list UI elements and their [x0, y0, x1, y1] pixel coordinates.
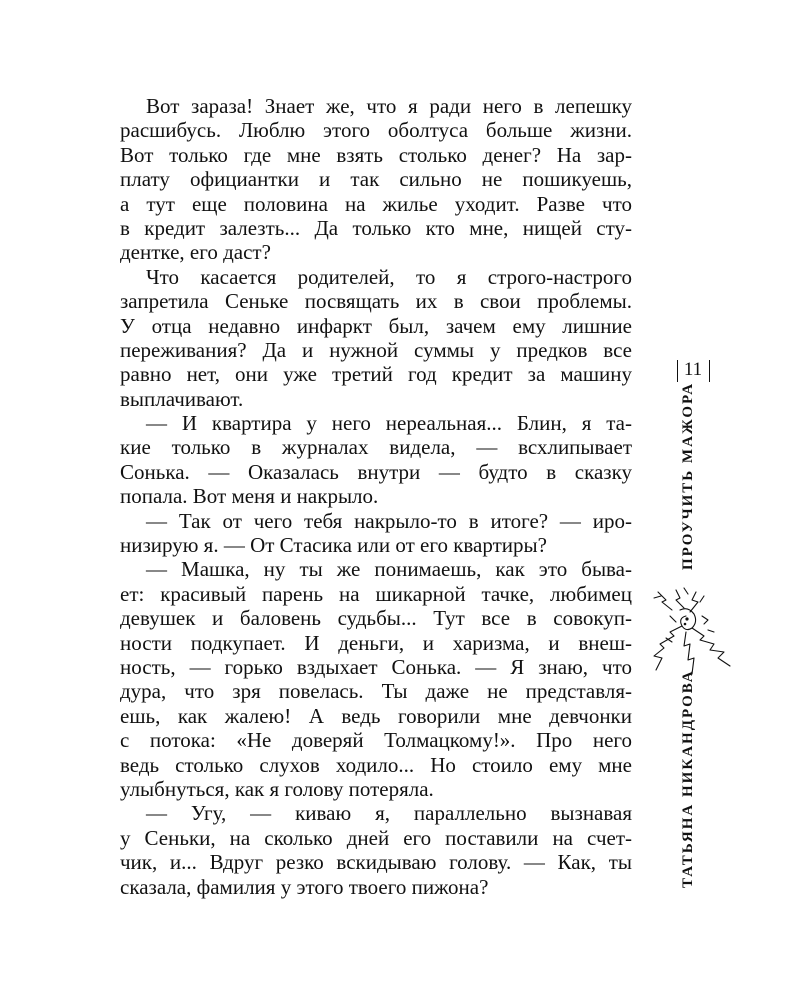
- text-line: равно нет, они уже третий год кредит за машину: [120, 362, 632, 387]
- text-line: — Машка, ну ты же понимаешь, как это быва-: [146, 557, 632, 582]
- paragraph-2: [120, 265, 632, 411]
- text-line: У отца недавно инфаркт был, зачем ему лишние: [120, 313, 632, 338]
- body-text: [120, 94, 632, 899]
- paragraph-3: [120, 411, 632, 509]
- text-line: ет: красивый парень на шикарной тачке, любимец: [120, 581, 632, 606]
- text-line: ности подкупает. И деньги, и харизма, и внеш-: [120, 630, 632, 655]
- text-line: у Сеньки, на сколько дней его поставили на счет-: [120, 825, 632, 850]
- page-number-right-rule: [709, 360, 710, 382]
- text-line: ность, — горько вздыхает Сонька. — Я знаю, что: [120, 654, 632, 679]
- text-line: ешь, как жалею! А ведь говорили мне девчонки: [120, 703, 632, 728]
- lightning-bolts-figure-icon: [652, 586, 732, 678]
- running-title: ПРОУЧИТЬ МАЖОРА: [680, 381, 696, 570]
- text-line: — И квартира у него нереальная... Блин, я та-: [146, 411, 632, 436]
- text-line: выплачивают.: [120, 386, 244, 411]
- text-line: дентке, его даст?: [120, 240, 271, 265]
- text-line: низирую я. — От Стасика или от его квартиры?: [120, 533, 547, 558]
- paragraph-1: [120, 94, 632, 265]
- text-line: плату официантки и так сильно не пошикуешь,: [120, 167, 632, 192]
- page-number: 11: [683, 359, 703, 380]
- text-line: чик, и... Вдруг резко вскидываю голову. — Как, ты: [120, 850, 632, 875]
- author-name: ТАТЬЯНА НИКАНДРОВА: [680, 669, 696, 888]
- text-line: переживания? Да и нужной суммы у предков все: [120, 337, 632, 362]
- text-line: Сонька. — Оказалась внутри — будто в сказку: [120, 459, 632, 484]
- paragraph-5: [120, 557, 632, 801]
- text-line: Вот только где мне взять столько денег? На зар-: [120, 142, 632, 167]
- text-line: сказала, фамилия у этого твоего пижона?: [120, 874, 489, 899]
- text-line: кие только в журналах видела, — всхлипывает: [120, 435, 632, 460]
- paragraph-4: [120, 509, 632, 558]
- text-line: попала. Вот меня и накрыло.: [120, 484, 379, 509]
- text-line: а тут еще половина на жилье уходит. Разве что: [120, 191, 632, 216]
- text-line: дура, что зря повелась. Ты даже не представля-: [120, 679, 632, 704]
- text-line: запретила Сеньке посвящать их в свои проблемы.: [120, 289, 632, 314]
- text-line: — Так от чего тебя накрыло-то в итоге? — иро-: [146, 508, 632, 533]
- text-line: в кредит залезть... Да только кто мне, нищей сту-: [120, 215, 632, 240]
- text-line: улыбнуться, как я голову потеряла.: [120, 776, 434, 801]
- paragraph-6: [120, 801, 632, 899]
- text-line: ведь столько слухов ходило... Но стоило ему мне: [120, 752, 632, 777]
- text-line: — Угу, — киваю я, параллельно вызнавая: [146, 801, 632, 826]
- text-line: с потока: «Не доверяй Толмацкому!». Про него: [120, 728, 632, 753]
- text-line: расшибусь. Люблю этого оболтуса больше жизни.: [120, 118, 632, 143]
- text-line: Что касается родителей, то я строго-настрого: [146, 264, 632, 289]
- text-line: девушек и баловень судьбы... Тут все в совокуп-: [120, 606, 632, 631]
- text-line: Вот зараза! Знает же, что я ради него в лепешку: [146, 94, 632, 118]
